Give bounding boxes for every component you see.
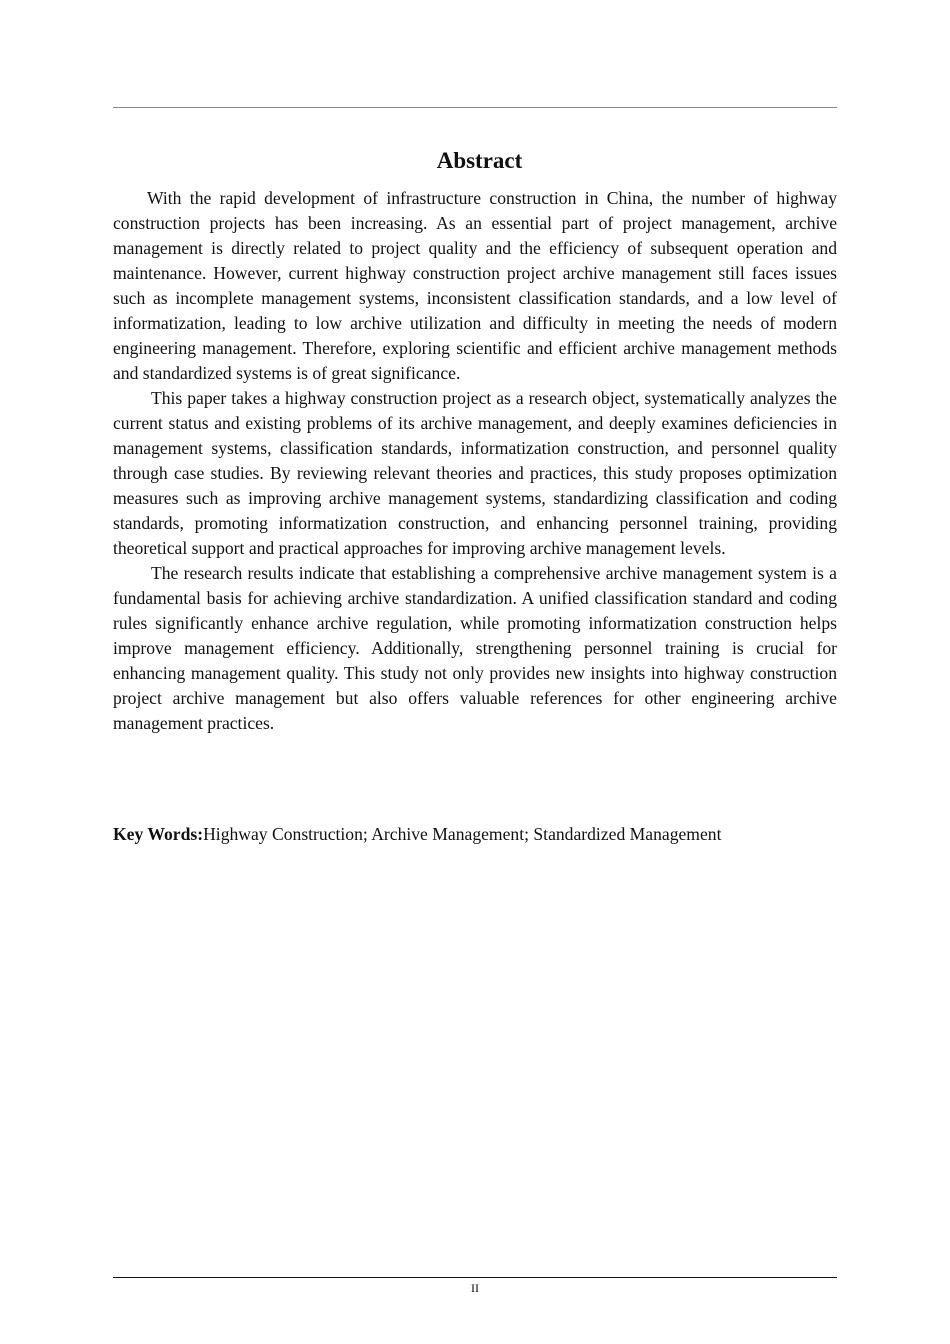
keywords-line bbox=[113, 822, 837, 847]
abstract-body bbox=[113, 186, 837, 736]
page-number: II bbox=[471, 1281, 479, 1295]
keywords-value: Highway Construction; Archive Management; Standardized Management bbox=[203, 824, 722, 844]
abstract-title: Abstract bbox=[436, 148, 523, 173]
keywords-label: Key Words: bbox=[113, 824, 204, 844]
abstract-paragraph-1: With the rapid development of infrastructure construction in China, the number of highway construction projects has been increasing. As an essential part of project management, archive management is directly related to project quality and the efficiency of subsequent operation and maintenance. However, current highway construction project archive management still faces issues such as incomplete management systems, inconsistent classification standards, and a low level of informatization, leading to low archive utilization and difficulty in meeting the needs of modern engineering management. Therefore, exploring scientific and efficient archive management methods and standardized systems is of great significance. bbox=[113, 188, 837, 383]
header-rule bbox=[113, 107, 837, 108]
footer-rule bbox=[113, 1277, 837, 1278]
abstract-paragraph-3: The research results indicate that establishing a comprehensive archive management system is a fundamental basis for achieving archive standardization. A unified classification standard and coding rules significantly enhance archive regulation, while promoting informatization construction helps improve management efficiency. Additionally, strengthening personnel training is crucial for enhancing management quality. This study not only provides new insights into highway construction project archive management but also offers valuable references for other engineering archive management practices. bbox=[113, 563, 837, 733]
abstract-paragraph-2: This paper takes a highway construction project as a research object, systematically analyzes the current status and existing problems of its archive management, and deeply examines deficiencies in management systems, classification standards, informatization construction, and personnel quality through case studies. By reviewing relevant theories and practices, this study proposes optimization measures such as improving archive management systems, standardizing classification and coding standards, promoting informatization construction, and enhancing personnel training, providing theoretical support and practical approaches for improving archive management levels. bbox=[113, 388, 837, 558]
